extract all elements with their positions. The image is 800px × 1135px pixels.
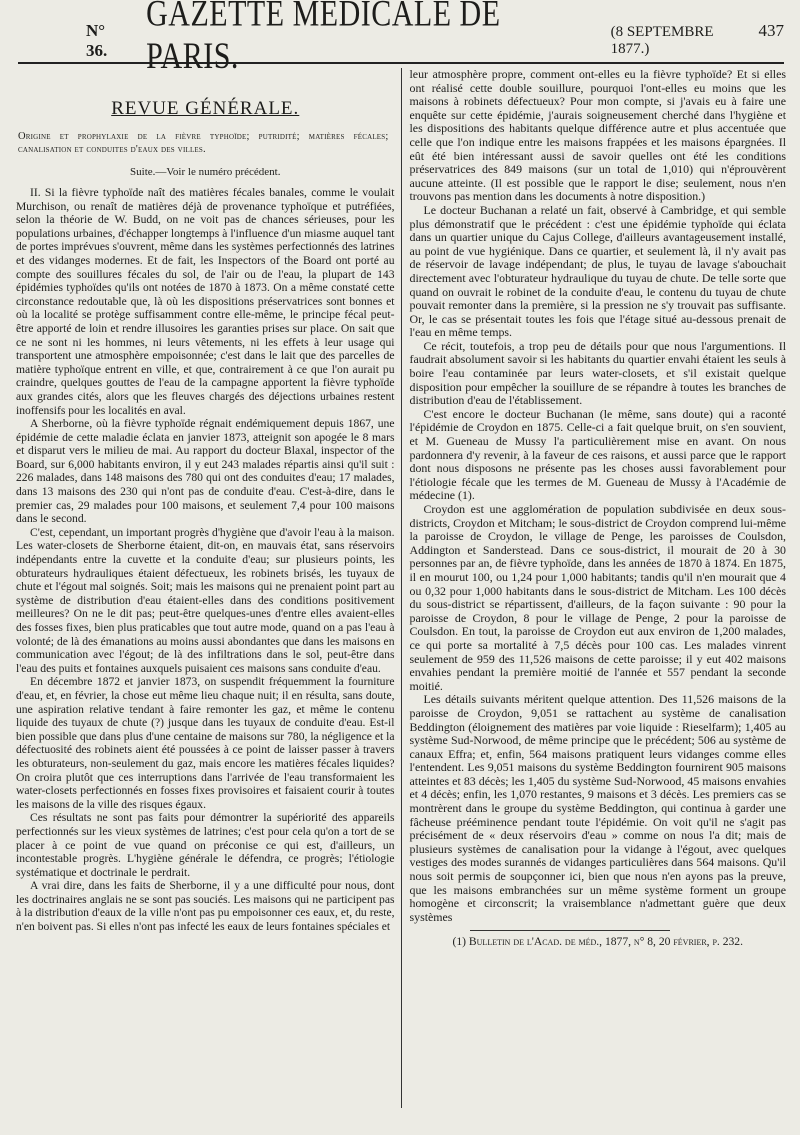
footnote-divider — [470, 930, 670, 931]
masthead — [18, 0, 784, 77]
issue-number: N° 36. — [86, 21, 108, 60]
left-column — [16, 68, 401, 1128]
paragraph: A Sherborne, où la fièvre typhoïde régnait endémiquement depuis 1867, une épidémie de cette maladie éclata en janvier 1873, atteignit son apogée le 8 mars et disparut vers le milieu de mai. Au rapport du docteur Blaxal, inspector of the Board, sur 6,000 habitants environ, il y eut 243 malades répartis ainsi qu'il suit : 226 malades, dans 148 maisons des 780 qui ont des conduites d'eau; 17 malades, dans 13 maisons des 230 qui n'ont pas de conduite d'eau. C'est-à-dire, dans le premier cas, 29 malades pour 100 maisons, et seulement 7,4 pour 100 maisons dans le second. — [16, 417, 395, 526]
page-number: 437 — [758, 21, 784, 40]
section-title: REVUE GÉNÉRALE. — [111, 98, 300, 119]
article-subtitle: Origine et prophylaxie de la fièvre typhoïde; putridité; matières fécales; canalisation et conduites d'eaux des villes. — [18, 131, 389, 155]
paragraph: A vrai dire, dans les faits de Sherborne, il y a une difficulté pour nous, dont les doctrinaires anglais ne se sont pas souciés. Les maisons qui ne participent pas à la distribution d'eaux de la ville n'ont pas pu empoisonner ces eaux, et, du reste, n'en boivent pas. Si elles n'ont pas infecté les eaux de leurs fontaines spéciales et — [16, 879, 395, 934]
paragraph: Ce récit, toutefois, a trop peu de détails pour que nous l'argumentions. Il faudrait absolument savoir si les habitants du quartier envahi étaient les seuls à boire l'eau contaminée par leurs water-closets, et s'il existait quelque disposition pour empêcher la souillure de se répandre à toutes les branches de distribution d'eau de l'établissement. — [409, 338, 786, 408]
paragraph: leur atmosphère propre, comment ont-elles eu la fièvre typhoïde? Et si elles ont réalisé cette double souillure, pourquoi l'ont-elles eu moins que les maisons à robinets défectueux? Pour mon compte, si j'avais eu à faire une enquête sur cette épidémie, j'aurais soigneusement cherché dans l'hygiène et les dispositions des habitants quelque différence autre et plus accentuée que celle que l'on indique entre les maisons frappées et les maisons épargnées. Il eût été bien intéressant aussi de savoir quelles ont été les conditions préservatrices des 849 maisons (sur un total de 1,010) qui n'éprouvèrent aucune atteinte. (Il est possible que le rapport le dise; seulement, nous n'en trouvons pas mention dans les documents à notre disposition.) — [409, 68, 786, 204]
paragraph: II. Si la fièvre typhoïde naît des matières fécales banales, comme le voulait Murchison, ou renaît de matières déjà de provenance typhoïque et putréfiées, selon la théorie de W. Budd, on ne voit pas de chances sérieuses, pour les populations urbaines, d'échapper longtemps à l'influence d'un miasme auquel tant de portes imprévues s'ouvrent, même dans les systèmes perfectionnés des latrines et des vidanges modernes. Et de fait, les Inspectors of the Board ont porté au compte des souillures fécales du sol, de l'air ou de l'eau, la plupart de 143 épidémies typhoïdes qu'ils ont notées de 1870 à 1873. On a même constaté cette circonstance redoutable que, là où les dispositions préservatrices sont bonnes et où la localité se protège suffisamment contre elle-même, le principe fécal peut-être apporté de loin et rendre illusoires les garanties prises sur place. On sait que ce ne sont ni les hommes, ni leurs vêtements, ni les effets à leur usage qui transportent une atmosphère empoisonnée; c'est dans le lait que des parcelles de matière typhoïque entrent en ville, et que, contrairement à ce que l'on aurait pu craindre, quelques gouttes de l'eau de la campagne apportent la fièvre typhoïde aux grandes cités, alors que les fleuves chargés des déjections urbaines restent inoffensifs pour les localités en aval. — [16, 186, 395, 417]
paragraph: Les détails suivants méritent quelque attention. Des 11,526 maisons de la paroisse de Croydon, 9,051 se rattachent au système de canalisation Beddington (éloignement des matières par voie liquide : Rieselfarm); 1,405 au système Sud-Norwood, de même principe que le précédent; 506 au système de canaux Effra; et, enfin, 564 maisons pratiquent leurs vidanges comme elles l'entendent. Les 9,051 maisons du système Beddington fournirent 905 maisons atteintes et 83 décès; les 1,405 du système Sud-Norwood, 45 maisons envahies et 4 décès; enfin, les 1,070 restantes, 9 maisons et 3 décès. Les premiers cas se montrèrent dans le groupe du système Beddington, qui continua à garder une fâcheuse prééminence pendant toute l'épidémie. On voit qu'il ne s'agit pas précisément de « deux réservoirs d'eau » comme on nous l'a dit; mais de plusieurs systèmes de canalisation pour la vidange à l'égout, avec quelques vestiges des modes surannés de vidanges particulières dans 564 maisons. Qu'il nous soit permis de soupçonner ici, bien que nous n'en ayons pas la preuve, que les maisons embranchées sur un même système forment un groupe homogène et circonscrit; la vraisemblance n'admettant guère que deux systèmes — [409, 692, 786, 924]
paragraph: C'est encore le docteur Buchanan (le même, sans doute) qui a raconté l'épidémie de Croydon en 1875. Celle-ci a fait quelque bruit, on s'en souvient, et M. Gueneau de Mussy l'a particulièrement mise en avant. On nous pardonnera d'y revenir, à la faveur de ces raisons, et aussi parce que le rapport dont nous disposons ne présente pas les choses aussi favorablement pour l'étiologie fécale que les termes de M. Gueneau de Mussy à l'Académie de médecine (1). — [409, 406, 786, 503]
issue-date: (8 SEPTEMBRE 1877.) — [610, 24, 714, 57]
continuation-note: Suite.—Voir le numéro précédent. — [130, 166, 281, 178]
text-columns — [16, 68, 786, 1128]
paragraph: C'est, cependant, un important progrès d'hygiène que d'avoir l'eau à la maison. Les water-closets de Sherborne étaient, dit-on, en mauvais état, sans réservoirs indépendants entre la cuvette et la conduite d'eau; sur plusieurs points, les obturateurs hydrauliques étaient défectueux, les robinets brisés, les tuyaux de chute et l'égout mal soignés. Soit; mais les maisons qui ne prenaient point part au système de distribution d'eau étaient-elles dans des conditions positivement meilleures? On ne le dit pas; peut-être quelques-unes d'entre elles avaient-elles des fosses fixes, bien plus praticables que tout autre mode, quand on a pas l'eau à volonté; de là des émanations au moins aussi abondantes que dans les maisons en communication avec l'égout; de là des infiltrations dans le sol, peut-être dans l'eau des puits et fontaines auxquels puisaient ces maisons sans conduite d'eau. — [16, 525, 395, 675]
footnote: (1) Bulletin de l'Acad. de méd., 1877, n° 8, 20 février, p. 232. — [452, 935, 743, 949]
paragraph: En décembre 1872 et janvier 1873, on suspendit fréquemment la fourniture d'eau, et, en février, la chose eut même lieu chaque nuit; il en résulta, sans doute, une aspiration relative tendant à faire remonter les gaz, et même le contenu liquide des tuyaux de chute (?) jusque dans les tuyaux de conduite d'eau. Est-il bien possible que dans plus d'une centaine de maisons sur 780, la négligence et la défectuosité des robinets aient été poussées à ce point de laisser passer à travers les obturateurs, non-seulement du gaz, mais encore les matières fécales liquides? On croira plutôt que ces interruptions dans l'arrivée de l'eau transformaient les water-closets perfectionnés en fosses fixes provisoires et faisaient courir à toutes les maisons de la ville des risques égaux. — [16, 675, 395, 811]
paragraph: Le docteur Buchanan a relaté un fait, observé à Cambridge, et qui semble plus démonstratif que le précédent : c'est une épidémie typhoïde qui éclata dans un quartier unique du Cajus College, d'ailleurs avantageusement installé, au point de vue hygiénique. Dans ce quartier, et seulement là, il n'y avait pas de réservoir de lavage indépendant; de plus, le tuyau de lavage s'abouchait directement avec l'obturateur hydraulique du tuyau de chute. De telle sorte que quand on ouvrait le robinet de la conduite d'eau, le contenu du tuyau de chute pouvait remonter dans la première, si la pression ne s'y trouvait pas suffisante. Or, le cas se présentait toutes les fois que l'étage situé au-dessous prenait de l'eau en même temps. — [409, 202, 786, 340]
paragraph: Croydon est une agglomération de population subdivisée en deux sous-districts, Croydon et Mitcham; le sous-district de Croydon comprend lui-même la paroisse de Croydon, le village de Penge, les paroisses de Coulsdon, Addington et Sanderstead. Dans ce sous-district, il mourait de 20 à 30 personnes par an, de fièvre typhoïde, dans les années de 1870 à 1874. En 1875, il en mourut 100, ou 1,24 pour 1,000 habitants; tandis qu'il n'en mourait que 4 ou 0,32 pour 1,000 habitants dans le sous-district de Mitcham. Les 100 décès du sous-district se répartissent, d'ailleurs, de la façon suivante : 90 pour la paroisse de Croydon, 8 pour le village de Penge, 2 pour la paroisse de Coulsdon. En tout, la paroisse de Croydon eut aux environ de 1,200 malades, ce qui porte sa mortalité à 7,5 décès pour 100 cas. Les malades vinrent seulement de 959 des 11,526 maisons de cette paroisse; il y eut 402 maisons envahies pendant la première moitié de l'année et 557 pendant la seconde moitié. — [409, 502, 786, 693]
right-column — [402, 68, 787, 1128]
publication-title: GAZETTE MEDICALE DE PARIS. — [146, 0, 501, 77]
paragraph: Ces résultats ne sont pas faits pour démontrer la supériorité des appareils perfectionnés sur les vieux systèmes de latrines; c'est pour cela qu'on a tort de se placer à ce point de vue quand on préconise ce qui est, d'ailleurs, un incontestable progrès. L'hygiène générale le défendra, ce progrès; l'étiologie systématique et doctrinale le perdrait. — [16, 811, 395, 879]
